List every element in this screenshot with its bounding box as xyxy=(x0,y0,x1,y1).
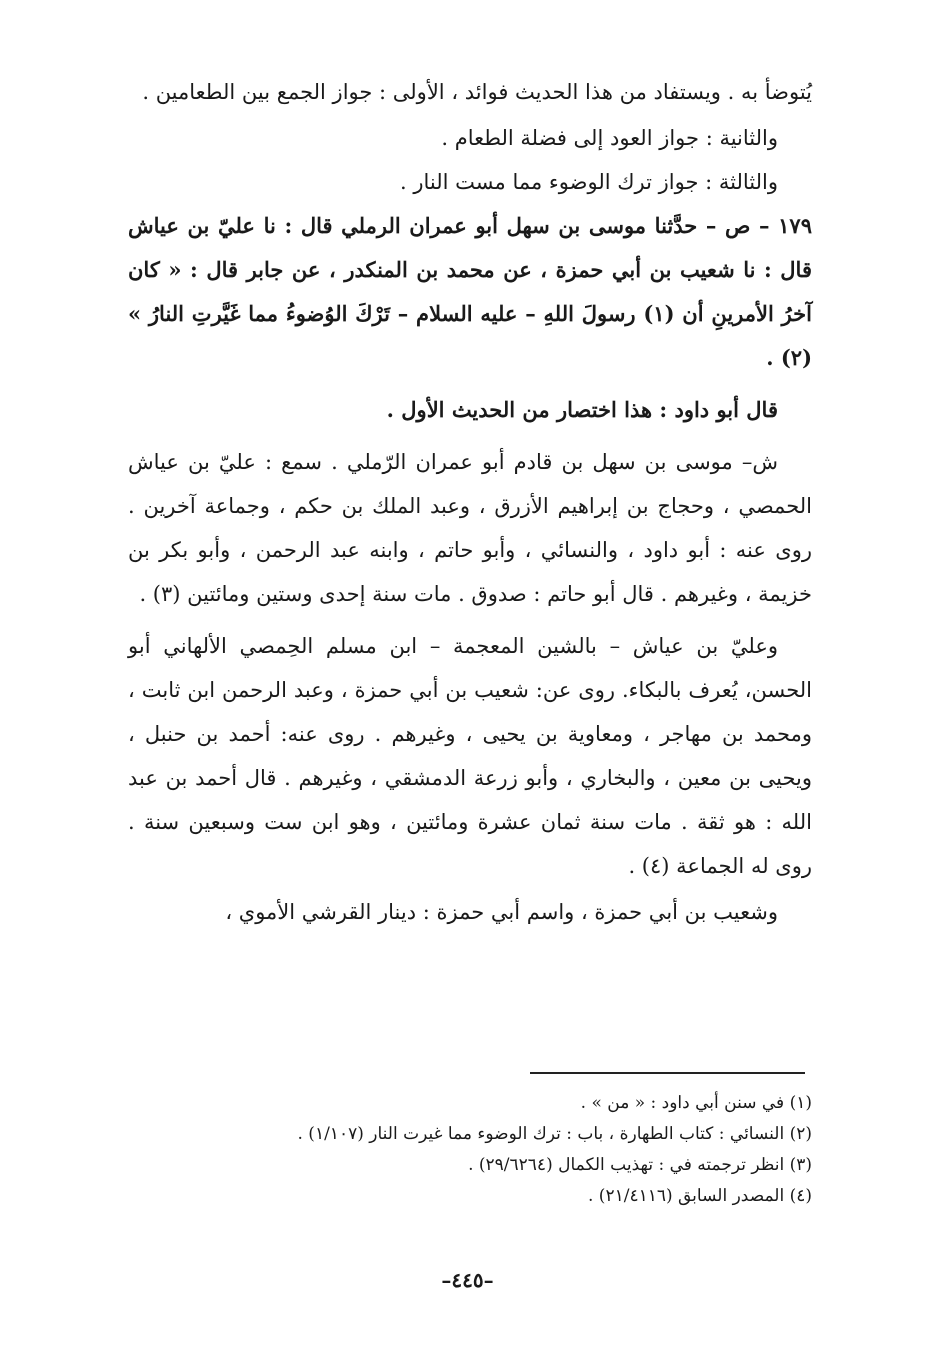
footnote-3: (٣) انظر ترجمته في : تهذيب الكمال (٢٩/٦٢٦٤) . xyxy=(468,1155,812,1175)
footnote-2: (٢) النسائي : كتاب الطهارة ، باب : ترك الوضوء مما غيرت النار (١/١٠٧) . xyxy=(297,1124,812,1144)
footnote-divider xyxy=(530,1072,805,1074)
footnote-4: (٤) المصدر السابق (٢١/٤١١٦) . xyxy=(588,1186,812,1206)
hadith-179-text: ١٧٩ – ص – حدَّثنا موسى بن سهل أبو عمران الرملي قال : نا عليّ بن عياش قال : نا شعيب بن أبي حمزة ، عن محمد بن المنكدر ، عن جابر قال : « كان آخرُ الأمرينِ أن (١) رسولَ اللهِ – عليه السلام – تَرْكَ الوُضوءُ مما غَيَّرتِ النارُ » (٢) . xyxy=(128,213,813,370)
page-number: –٤٤٥– xyxy=(441,1268,494,1292)
paragraph-second-benefit: والثانية : جواز العود إلى فضلة الطعام . xyxy=(441,126,778,150)
commentary-ali-bin-ayyash: وعليّ بن عياش – بالشين المعجمة – ابن مسلم الحِمصي الألهاني أبو الحسن، يُعرف بالبكاء. روى عن: شعيب بن أبي حمزة ، وعبد الرحمن ابن ثابت ، ومحمد بن مهاجر ، ومعاوية بن يحيى ، وغيرهم . روى عنه: أحمد بن حنبل ، ويحيى بن معين ، والبخاري ، وأبو زرعة الدمشقي ، وغيرهم . قال أحمد بن عبد الله : هو ثقة . مات سنة ثمان عشرة ومائتين ، وهو ابن ست وسبعين سنة . روى له الجماعة (٤) . xyxy=(128,634,812,878)
footnote-1: (١) في سنن أبي داود : « من » . xyxy=(580,1093,812,1113)
abu-dawud-remark: قال أبو داود : هذا اختصار من الحديث الأول . xyxy=(386,397,778,422)
page-body xyxy=(128,70,812,934)
paragraph-third-benefit: والثالثة : جواز ترك الوضوء مما مست النار . xyxy=(400,170,778,194)
paragraph-benefits: يُتوضأ به . ويستفاد من هذا الحديث فوائد ، الأولى : جواز الجمع بين الطعامين . xyxy=(142,80,812,104)
commentary-musa-bin-sahl: ش– موسى بن سهل بن قادم أبو عمران الرّملي . سمع : عليّ بن عياش الحمصي ، وحجاج بن إبراهيم الأزرق ، وعبد الملك بن حكم ، وجماعة آخرين . روى عنه : أبو داود ، والنسائي ، وأبو حاتم ، وابنه عبد الرحمن ، وأبو بكر بن خزيمة ، وغيرهم . قال أبو حاتم : صدوق . مات سنة إحدى وستين ومائتين (٣) . xyxy=(128,450,812,606)
footnotes xyxy=(128,1088,812,1212)
commentary-shuayb: وشعيب بن أبي حمزة ، واسم أبي حمزة : دينار القرشي الأموي ، xyxy=(225,900,778,924)
